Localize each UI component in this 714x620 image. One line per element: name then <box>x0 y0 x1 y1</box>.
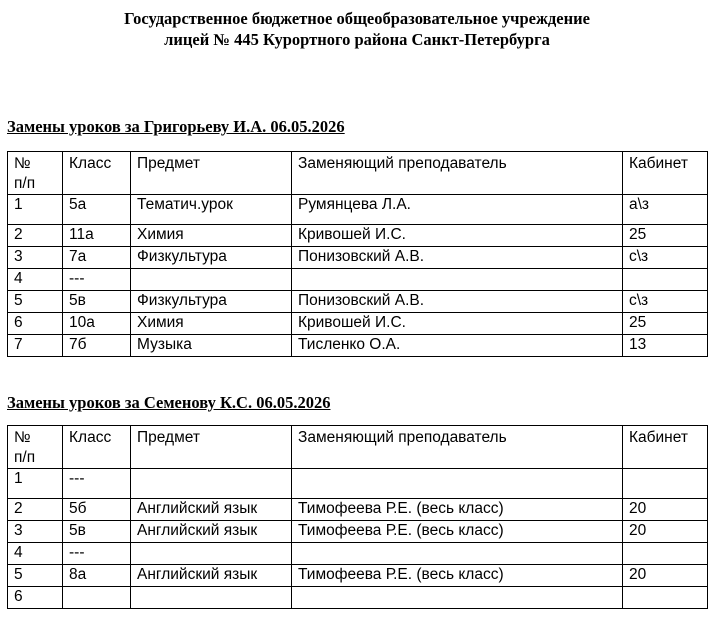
table-row <box>8 499 708 521</box>
cell-teacher <box>292 269 623 291</box>
cell-subject: Физкультура <box>131 291 292 313</box>
document-header <box>0 8 714 50</box>
table-header-row <box>8 152 708 195</box>
cell-subject <box>131 543 292 565</box>
header-room: Кабинет <box>623 152 708 195</box>
section-title-1: Замены уроков за Григорьеву И.А. 06.05.2026 <box>7 117 345 136</box>
header-number: № п/п <box>8 152 63 195</box>
cell-class: --- <box>63 269 131 291</box>
cell-number: 3 <box>8 247 63 269</box>
cell-class: 5а <box>63 195 131 225</box>
cell-teacher: Тисленко О.А. <box>292 335 623 357</box>
cell-room <box>623 587 708 609</box>
cell-class: --- <box>63 543 131 565</box>
cell-room: с\з <box>623 291 708 313</box>
cell-number: 2 <box>8 499 63 521</box>
cell-number: 5 <box>8 565 63 587</box>
header-number: № п/п <box>8 426 63 469</box>
cell-class: 5б <box>63 499 131 521</box>
cell-teacher: Кривошей И.С. <box>292 313 623 335</box>
cell-number: 2 <box>8 225 63 247</box>
cell-teacher: Кривошей И.С. <box>292 225 623 247</box>
header-class: Класс <box>63 426 131 469</box>
table-header-row <box>8 426 708 469</box>
cell-room: с\з <box>623 247 708 269</box>
header-line-1: Государственное бюджетное общеобразовательное учреждение <box>124 9 590 28</box>
header-subject: Предмет <box>131 426 292 469</box>
cell-room: 20 <box>623 565 708 587</box>
cell-class: --- <box>63 469 131 499</box>
table-row <box>8 313 708 335</box>
header-subject: Предмет <box>131 152 292 195</box>
cell-teacher: Тимофеева Р.Е. (весь класс) <box>292 499 623 521</box>
cell-class: 7а <box>63 247 131 269</box>
cell-class: 5в <box>63 291 131 313</box>
cell-subject: Английский язык <box>131 521 292 543</box>
cell-class: 8а <box>63 565 131 587</box>
cell-number: 1 <box>8 195 63 225</box>
cell-class: 5в <box>63 521 131 543</box>
cell-room <box>623 269 708 291</box>
table-row <box>8 195 708 225</box>
table-row <box>8 521 708 543</box>
header-line-2: лицей № 445 Курортного района Санкт-Петербурга <box>164 30 550 49</box>
cell-class: 10а <box>63 313 131 335</box>
table-row <box>8 291 708 313</box>
cell-teacher: Понизовский А.В. <box>292 247 623 269</box>
cell-teacher <box>292 469 623 499</box>
cell-room: 13 <box>623 335 708 357</box>
cell-teacher <box>292 543 623 565</box>
cell-subject <box>131 587 292 609</box>
table-row <box>8 335 708 357</box>
header-class: Класс <box>63 152 131 195</box>
cell-number: 1 <box>8 469 63 499</box>
cell-class: 7б <box>63 335 131 357</box>
cell-number: 3 <box>8 521 63 543</box>
cell-room: 25 <box>623 225 708 247</box>
header-teacher: Заменяющий преподаватель <box>292 152 623 195</box>
cell-teacher: Румянцева Л.А. <box>292 195 623 225</box>
cell-subject: Химия <box>131 313 292 335</box>
cell-teacher <box>292 587 623 609</box>
cell-subject: Физкультура <box>131 247 292 269</box>
table-row <box>8 469 708 499</box>
cell-teacher: Тимофеева Р.Е. (весь класс) <box>292 565 623 587</box>
table-row <box>8 565 708 587</box>
table-row <box>8 269 708 291</box>
cell-subject: Английский язык <box>131 499 292 521</box>
cell-room <box>623 469 708 499</box>
cell-subject <box>131 469 292 499</box>
cell-subject: Музыка <box>131 335 292 357</box>
cell-room: а\з <box>623 195 708 225</box>
table-row <box>8 543 708 565</box>
substitution-table-1 <box>7 151 708 357</box>
cell-number: 4 <box>8 269 63 291</box>
cell-subject: Английский язык <box>131 565 292 587</box>
table-row <box>8 247 708 269</box>
cell-teacher: Тимофеева Р.Е. (весь класс) <box>292 521 623 543</box>
table-row <box>8 225 708 247</box>
cell-subject: Тематич.урок <box>131 195 292 225</box>
cell-teacher: Понизовский А.В. <box>292 291 623 313</box>
cell-number: 6 <box>8 587 63 609</box>
cell-number: 7 <box>8 335 63 357</box>
cell-number: 4 <box>8 543 63 565</box>
cell-class: 11а <box>63 225 131 247</box>
cell-room: 20 <box>623 521 708 543</box>
header-room: Кабинет <box>623 426 708 469</box>
cell-number: 6 <box>8 313 63 335</box>
cell-room: 25 <box>623 313 708 335</box>
cell-room <box>623 543 708 565</box>
cell-subject <box>131 269 292 291</box>
cell-class <box>63 587 131 609</box>
header-teacher: Заменяющий преподаватель <box>292 426 623 469</box>
cell-subject: Химия <box>131 225 292 247</box>
section-title-2: Замены уроков за Семенову К.С. 06.05.2026 <box>7 393 331 412</box>
cell-room: 20 <box>623 499 708 521</box>
table-row <box>8 587 708 609</box>
substitution-table-2 <box>7 425 708 609</box>
cell-number: 5 <box>8 291 63 313</box>
